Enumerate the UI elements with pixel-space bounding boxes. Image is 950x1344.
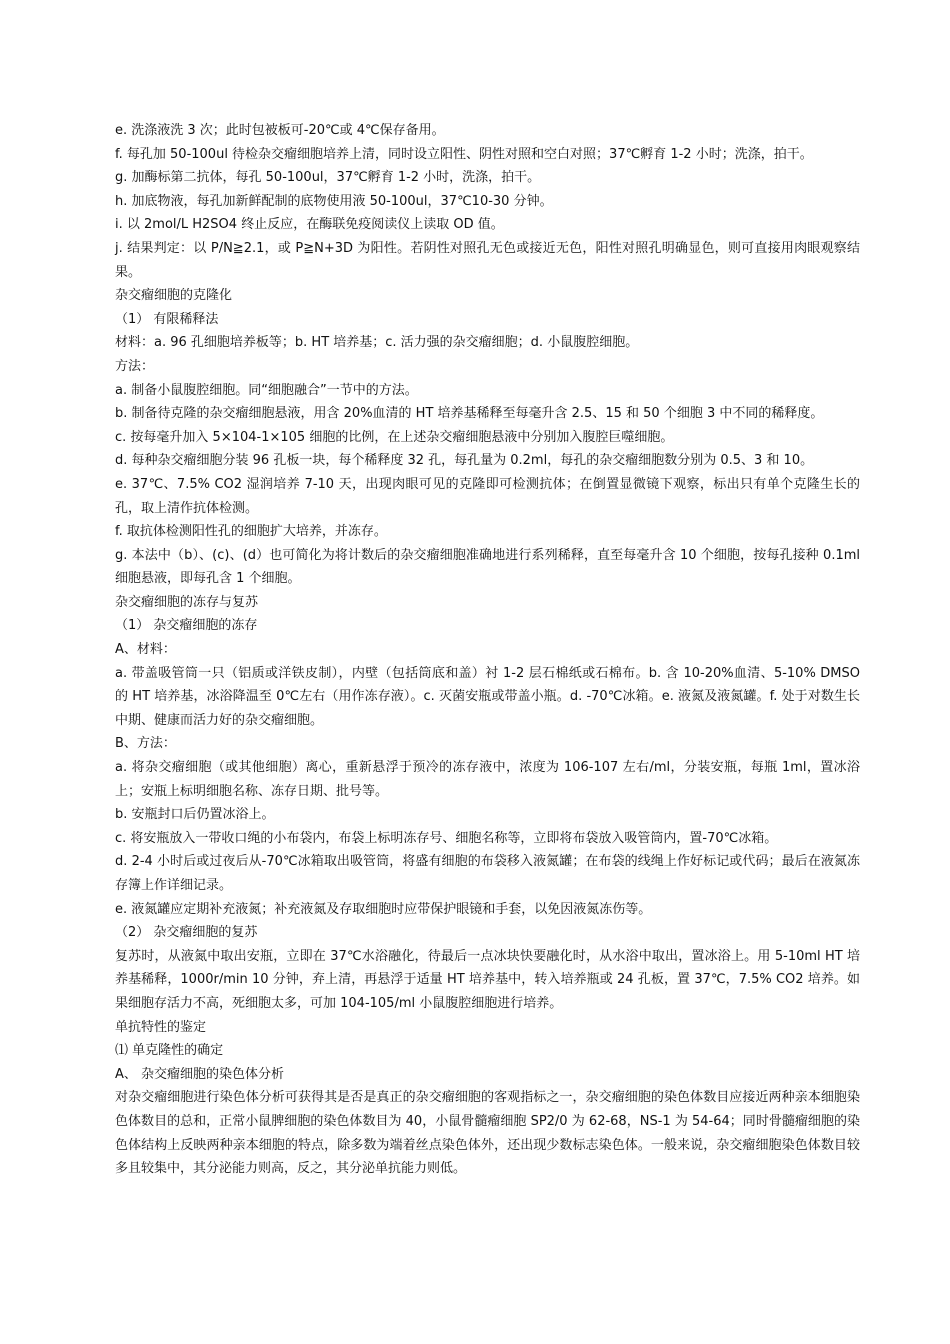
freezing-materials-label: A、材料： <box>115 642 176 658</box>
cloning-step-a: a. 制备小鼠腹腔细胞。同“细胞融合”一节中的方法。 <box>115 382 418 398</box>
freezing-step-a: a. 将杂交瘤细胞（或其他细胞）离心，重新悬浮于预冷的冻存液中，浓度为 106-107 左右/ml，分装安瓶，每瓶 1ml，置冰浴上；安瓶上标明细胞名称、冻存日期、批号等。 <box>115 760 860 799</box>
cloning-step-c: c. 按每毫升加入 5×104-1×105 细胞的比例，在上述杂交瘤细胞悬液中分别加入腹腔巨噬细胞。 <box>115 429 674 445</box>
subheading-thawing: （2） 杂交瘤细胞的复苏 <box>115 925 258 941</box>
document-page <box>115 119 860 1181</box>
step-h-substrate: h. 加底物液，每孔加新鲜配制的底物使用液 50-100ul，37℃10-30 分钟。 <box>115 193 553 209</box>
cloning-step-b: b. 制备待克隆的杂交瘤细胞悬液，用含 20%血清的 HT 培养基稀释至每毫升含 2.5、15 和 50 个细胞 3 中不同的稀释度。 <box>115 406 824 422</box>
subheading-freezing: （1） 杂交瘤细胞的冻存 <box>115 618 258 634</box>
step-i-stop-reaction: i. 以 2mol/L H2SO4 终止反应，在酶联免疫阅读仪上读取 OD 值。 <box>115 217 504 233</box>
section-heading-freezing-thawing: 杂交瘤细胞的冻存与复苏 <box>115 594 259 610</box>
freezing-materials-list: a. 带盖吸管筒一只（铝质或洋铁皮制），内壁（包括筒底和盖）衬 1-2 层石棉纸或石棉布。b. 含 10-20%血清、5-10% DMSO 的 HT 培养基，冰浴降温至 0℃左右（用作冻存液）。c. 灭菌安瓶或带盖小瓶。d. -70℃冰箱。e. 液氮及液氮罐。f. 处于对数生长中期、健康而活力好的杂交瘤细胞。 <box>115 665 860 728</box>
step-f-add-supernatant: f. 每孔加 50-100ul 待检杂交瘤细胞培养上清，同时设立阳性、阴性对照和空白对照；37℃孵育 1-2 小时；洗涤，拍干。 <box>115 146 813 162</box>
step-e-wash: e. 洗涤液洗 3 次；此时包被板可-20℃或 4℃保存备用。 <box>115 123 445 138</box>
section-heading-mab-characterization: 单抗特性的鉴定 <box>115 1019 207 1035</box>
freezing-methods-label: B、方法： <box>115 736 176 752</box>
step-g-secondary-antibody: g. 加酶标第二抗体，每孔 50-100ul，37℃孵育 1-2 小时，洗涤，拍干。 <box>115 170 541 186</box>
step-j-result-judgement: j. 结果判定：以 P/N≧2.1，或 P≧N+3D 为阳性。若阴性对照孔无色或接近无色，阳性对照孔明确显色，则可直接用肉眼观察结果。 <box>115 240 860 280</box>
section-heading-cloning: 杂交瘤细胞的克隆化 <box>115 288 233 304</box>
chromosome-analysis-text: 对杂交瘤细胞进行染色体分析可获得其是否是真正的杂交瘤细胞的客观指标之一，杂交瘤细胞的染色体数目应接近两种亲本细胞染色体数目的总和，正常小鼠脾细胞的染色体数目为 40，小鼠骨髓瘤细胞 SP2/0 为 62-68，NS-1 为 54-64；同时骨髓瘤细胞的染色体结构上反映两种亲本细胞的特点，除多数为端着丝点染色体外，还出现少数标志染色体。一般来说，杂交瘤细胞染色体数目较多且较集中，其分泌能力则高，反之，其分泌单抗能力则低。 <box>115 1090 860 1177</box>
subheading-limiting-dilution: （1） 有限稀释法 <box>115 311 219 327</box>
freezing-step-b: b. 安瓶封口后仍置冰浴上。 <box>115 807 275 823</box>
freezing-step-e: e. 液氮罐应定期补充液氮；补充液氮及存取细胞时应带保护眼镜和手套，以免因液氮冻伤等。 <box>115 901 652 917</box>
cloning-step-d: d. 每种杂交瘤细胞分装 96 孔板一块，每个稀释度 32 孔，每孔量为 0.2ml，每孔的杂交瘤细胞数分别为 0.5、3 和 10。 <box>115 453 814 469</box>
cloning-step-e: e. 37℃、7.5% CO2 湿润培养 7-10 天，出现肉眼可见的克隆即可检测抗体；在倒置显微镜下观察，标出只有单个克隆生长的孔，取上清作抗体检测。 <box>115 476 860 516</box>
freezing-step-c: c. 将安瓶放入一带收口绳的小布袋内，布袋上标明冻存号、细胞名称等，立即将布袋放入吸管筒内，置-70℃冰箱。 <box>115 830 778 846</box>
cloning-step-g: g. 本法中（b）、(c)、(d）也可简化为将计数后的杂交瘤细胞准确地进行系列稀释，直至每毫升含 10 个细胞，按每孔接种 0.1ml 细胞悬液，即每孔含 1 个细胞。 <box>115 547 860 587</box>
cloning-materials: 材料：a. 96 孔细胞培养板等；b. HT 培养基；c. 活力强的杂交瘤细胞；d. 小鼠腹腔细胞。 <box>115 335 639 351</box>
subheading-monoclonality: ⑴ 单克隆性的确定 <box>115 1043 224 1059</box>
cloning-methods-label: 方法： <box>115 358 155 374</box>
cloning-step-f: f. 取抗体检测阳性孔的细胞扩大培养，并冻存。 <box>115 524 387 540</box>
freezing-step-d: d. 2-4 小时后或过夜后从-70℃冰箱取出吸管筒，将盛有细胞的布袋移入液氮罐；在布袋的线绳上作好标记或代码；最后在液氮冻存簿上作详细记录。 <box>115 854 860 893</box>
thawing-procedure: 复苏时，从液氮中取出安瓶，立即在 37℃水浴融化，待最后一点冰块快要融化时，从水浴中取出，置冰浴上。用 5-10ml HT 培养基稀释，1000r/min 10 分钟，弃上清，再悬浮于适量 HT 培养基中，转入培养瓶或 24 孔板，置 37℃，7.5% CO2 培养。如果细胞存活力不高，死细胞太多，可加 104-105/ml 小鼠腹腔细胞进行培养。 <box>115 948 860 1011</box>
subheading-chromosome-analysis: A、 杂交瘤细胞的染色体分析 <box>115 1066 285 1082</box>
